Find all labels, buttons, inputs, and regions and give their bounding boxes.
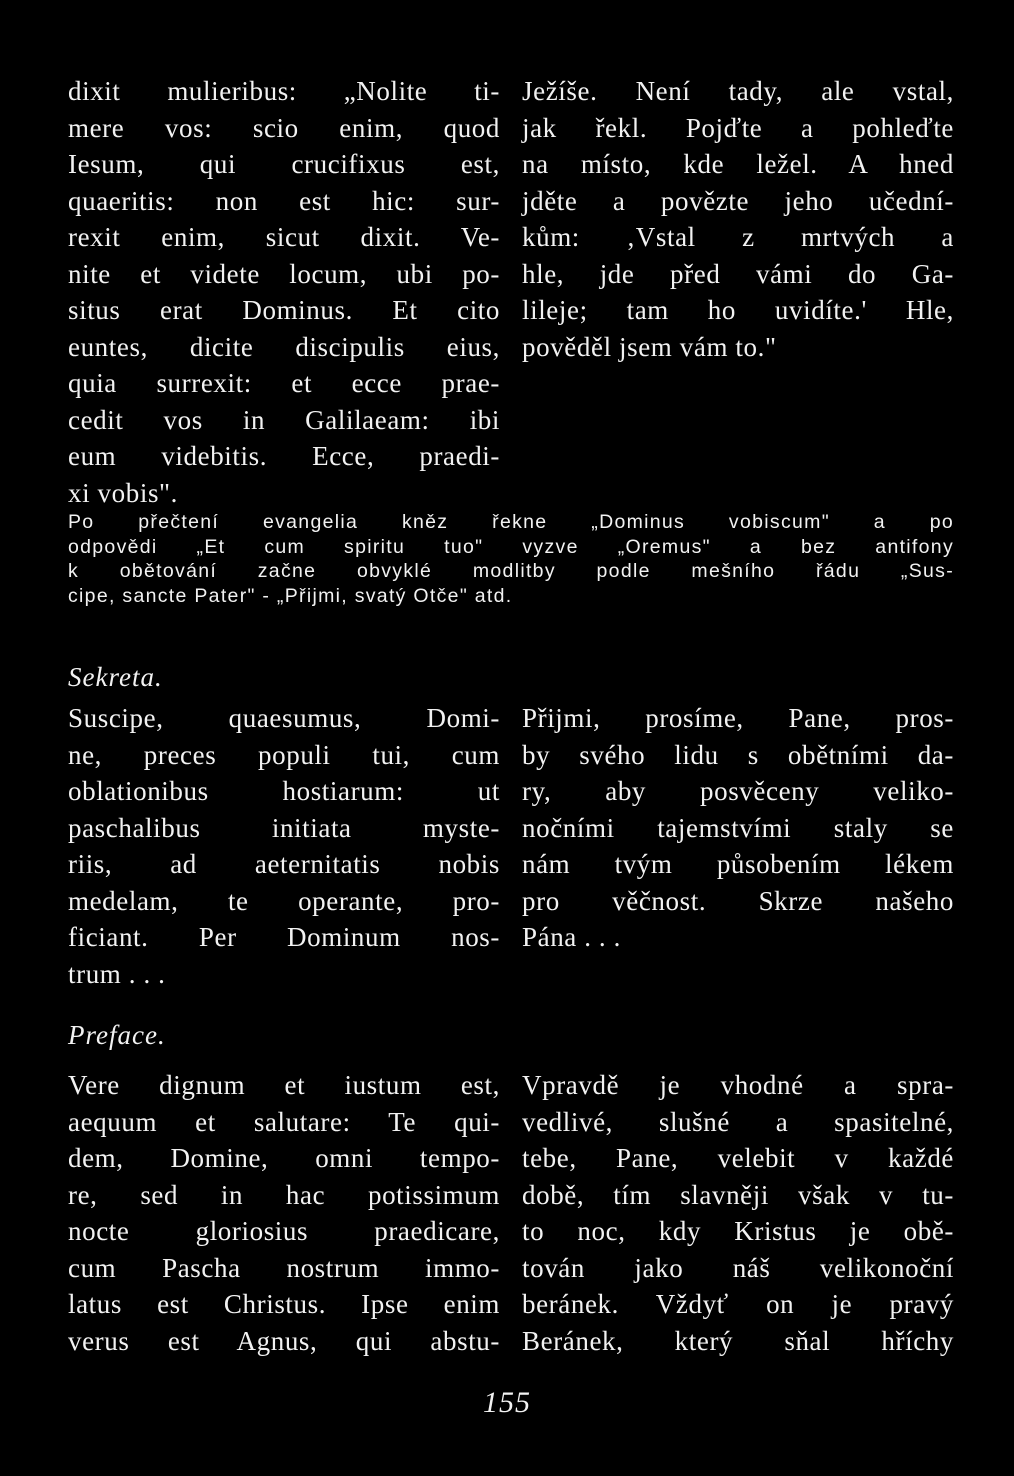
text-line: oblationibus hostiarum: ut [68, 776, 500, 806]
text-line: Přijmi, prosíme, Pane, pros- [522, 703, 954, 733]
text-line: nočními tajemstvími staly se [522, 812, 954, 843]
text-line: dem, Domine, omni tempo- [68, 1143, 500, 1173]
text-line: Vere dignum et iustum est, [68, 1070, 500, 1100]
preface-heading: Preface. [68, 1020, 166, 1050]
text-line: kům: ‚Vstal z mrtvých a [522, 222, 954, 252]
text-line: ficiant. Per Dominum nos- [68, 922, 500, 952]
text-line: paschalibus initiata myste- [68, 812, 500, 843]
text-line: euntes, dicite discipulis eius, [68, 331, 500, 362]
text-line: cum Pascha nostrum immo- [68, 1252, 500, 1283]
text-line: Beránek, který sňal hříchy [522, 1325, 954, 1356]
text-line: Iesum, qui crucifixus est, [68, 149, 500, 179]
text-line: Po přečtení evangelia kněz řekne „Dominus vobiscum" a po [68, 511, 954, 533]
text-line: tebe, Pane, velebit v každé [522, 1143, 954, 1173]
text-line: mere vos: scio enim, quod [68, 112, 500, 143]
text-line: nám tvým působením lékem [522, 849, 954, 879]
text-line: vedlivé, slušné a spasitelné, [522, 1106, 954, 1137]
text-line: Suscipe, quaesumus, Domi- [68, 703, 500, 733]
text-line: hle, jde před vámi do Ga- [522, 258, 954, 289]
gospel-latin-column [68, 73, 500, 511]
text-line: na místo, kde ležel. A hned [522, 149, 954, 179]
text-line: aequum et salutare: Te qui- [68, 1106, 500, 1137]
text-line: quia surrexit: et ecce prae- [68, 368, 500, 398]
text-line: eum videbitis. Ecce, praedi- [68, 441, 500, 471]
text-line: lileje; tam ho uvidíte.' Hle, [522, 295, 954, 325]
text-line: re, sed in hac potissimum [68, 1179, 500, 1210]
text-line: tován jako náš velikonoční [522, 1252, 954, 1283]
text-line: medelam, te operante, pro- [68, 885, 500, 916]
text-line: Vpravdě je vhodné a spra- [522, 1070, 954, 1100]
text-line: ne, preces populi tui, cum [68, 739, 500, 770]
rubric-instruction [68, 510, 954, 608]
text-line: verus est Agnus, qui abstu- [68, 1325, 500, 1356]
text-line: latus est Christus. Ipse enim [68, 1289, 500, 1319]
text-line: trum . . . [68, 958, 166, 989]
text-line: ry, aby posvěceny veliko- [522, 776, 954, 806]
gospel-czech-column [522, 73, 954, 365]
text-line: odpovědi „Et cum spiritu tuo" vyzve „Oremus" a bez antifony [68, 535, 954, 558]
text-line: to noc, kdy Kristus je obě- [522, 1216, 954, 1246]
text-line: by svého lidu s obětními da- [522, 739, 954, 770]
text-line: rexit enim, sicut dixit. Ve- [68, 222, 500, 252]
text-line: nite et videte locum, ubi po- [68, 258, 500, 289]
page-number: 155 [483, 1386, 531, 1419]
preface-latin-column [68, 1067, 500, 1359]
text-line: jak řekl. Pojďte a pohleďte [522, 112, 954, 143]
text-line: cedit vos in Galilaeam: ibi [68, 404, 500, 435]
text-line: pro věčnost. Skrze našeho [522, 885, 954, 916]
text-line: beránek. Vždyť on je pravý [522, 1289, 954, 1319]
text-line: quaeritis: non est hic: sur- [68, 185, 500, 216]
text-line: době, tím slavněji však v tu- [522, 1179, 954, 1210]
text-line: dixit mulieribus: „Nolite ti- [68, 76, 500, 106]
text-line: situs erat Dominus. Et cito [68, 295, 500, 325]
secreta-czech-column [522, 700, 954, 956]
secreta-latin-column [68, 700, 500, 992]
secreta-heading: Sekreta. [68, 662, 163, 692]
text-line: riis, ad aeternitatis nobis [68, 849, 500, 879]
text-line: nocte gloriosius praedicare, [68, 1216, 500, 1246]
text-line: k obětování začne obvyklé modlitby podle mešního řádu „Sus- [68, 560, 954, 582]
text-line: xi vobis". [68, 477, 179, 508]
text-line: cipe, sancte Pater" - „Přijmi, svatý Otče" atd. [68, 584, 513, 607]
preface-czech-column [522, 1067, 954, 1359]
text-line: Pána . . . [522, 922, 621, 952]
text-line: pověděl jsem vám to." [522, 331, 777, 362]
text-line: Ježíše. Není tady, ale vstal, [522, 76, 954, 106]
text-line: jděte a povězte jeho učední- [522, 185, 954, 216]
